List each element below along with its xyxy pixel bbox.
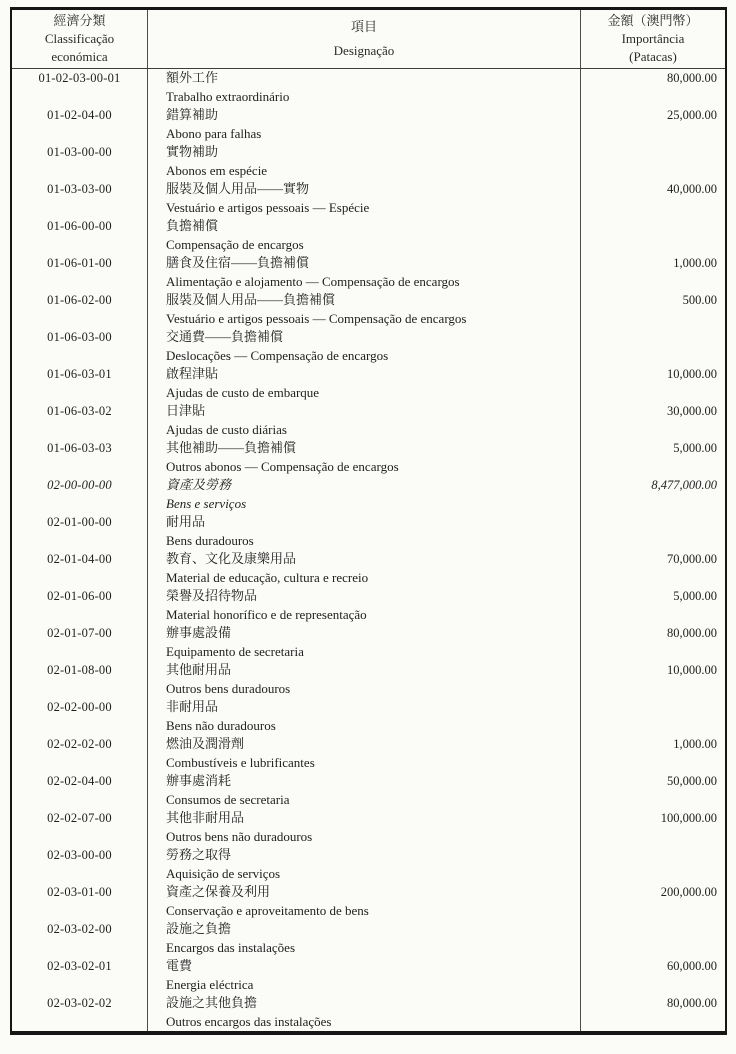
- table-row: [12, 365, 725, 402]
- row-amount: 80,000.00: [580, 994, 725, 1031]
- row-designation-pt: Bens duradouros: [166, 532, 254, 548]
- row-designation-zh: 榮譽及招待物品: [166, 588, 258, 603]
- table-row: [12, 698, 725, 735]
- table-row: [12, 143, 725, 180]
- row-designation-zh: 服裝及個人用品——負擔補償: [166, 292, 336, 307]
- row-amount: 1,000.00: [580, 254, 725, 291]
- row-designation-zh: 勞務之取得: [166, 847, 232, 862]
- row-designation: [147, 846, 580, 883]
- row-amount: [580, 698, 725, 735]
- header-col-designation: [147, 10, 580, 68]
- row-designation-zh: 交通費——負擔補償: [166, 329, 284, 344]
- row-designation-pt: Combustíveis e lubrificantes: [166, 754, 315, 770]
- row-designation: [147, 661, 580, 698]
- row-code: 01-06-01-00: [47, 256, 112, 270]
- row-designation-pt: Ajudas de custo diárias: [166, 421, 287, 437]
- row-designation-zh: 設施之負擔: [166, 921, 232, 936]
- row-amount: 100,000.00: [580, 809, 725, 846]
- row-amount: 80,000.00: [580, 624, 725, 661]
- row-designation-pt: Equipamento de secretaria: [166, 643, 304, 659]
- table-row: [12, 291, 725, 328]
- row-code: 02-01-07-00: [47, 626, 112, 640]
- table-row: [12, 254, 725, 291]
- table-row: [12, 476, 725, 513]
- header-classification-zh: 經濟分類: [53, 13, 106, 28]
- row-designation-pt: Aquisição de serviços: [166, 865, 281, 881]
- row-code: 02-03-01-00: [47, 885, 112, 899]
- row-designation-zh: 負擔補償: [166, 218, 219, 233]
- row-amount: 30,000.00: [580, 402, 725, 439]
- row-designation: [147, 513, 580, 550]
- row-designation: [147, 920, 580, 957]
- row-amount: 50,000.00: [580, 772, 725, 809]
- row-amount: 8,477,000.00: [580, 476, 725, 513]
- row-amount: [580, 328, 725, 365]
- row-code: 02-01-08-00: [47, 663, 112, 677]
- row-designation-zh: 非耐用品: [166, 699, 219, 714]
- row-code: 01-03-00-00: [47, 145, 112, 159]
- row-code: 02-02-07-00: [47, 811, 112, 825]
- table-row: [12, 624, 725, 661]
- table-row: [12, 550, 725, 587]
- row-code: 02-02-02-00: [47, 737, 112, 751]
- row-designation: [147, 365, 580, 402]
- row-designation-pt: Bens não duradouros: [166, 717, 276, 733]
- row-designation-zh: 資產及勞務: [166, 477, 232, 492]
- table-row: [12, 772, 725, 809]
- row-designation: [147, 550, 580, 587]
- table-row: [12, 957, 725, 994]
- table-row: [12, 846, 725, 883]
- row-code: 02-00-00-00: [47, 478, 112, 492]
- table-row: [12, 439, 725, 476]
- row-designation-pt: Material de educação, cultura e recreio: [166, 569, 369, 585]
- row-code: 01-03-03-00: [47, 182, 112, 196]
- table-body: [12, 69, 725, 1031]
- table-row: [12, 920, 725, 957]
- row-amount: [580, 513, 725, 550]
- row-amount: [580, 143, 725, 180]
- row-code: 01-06-00-00: [47, 219, 112, 233]
- row-designation-zh: 實物補助: [166, 144, 219, 159]
- row-designation-pt: Alimentação e alojamento — Compensação de encargos: [166, 273, 460, 289]
- row-designation-pt: Outros bens duradouros: [166, 680, 291, 696]
- row-designation-pt: Compensação de encargos: [166, 236, 304, 252]
- row-amount: 10,000.00: [580, 365, 725, 402]
- row-designation-pt: Encargos das instalações: [166, 939, 295, 955]
- row-designation-zh: 耐用品: [166, 514, 206, 529]
- row-code: 02-03-02-02: [47, 996, 112, 1010]
- row-designation: [147, 217, 580, 254]
- row-code: 02-03-02-00: [47, 922, 112, 936]
- row-amount: 70,000.00: [580, 550, 725, 587]
- header-amount-pt2: (Patacas): [629, 49, 677, 64]
- row-code: 01-06-03-00: [47, 330, 112, 344]
- row-code: 02-01-06-00: [47, 589, 112, 603]
- table-row: [12, 809, 725, 846]
- row-designation-zh: 教育、文化及康樂用品: [166, 551, 297, 566]
- row-designation-zh: 錯算補助: [166, 107, 219, 122]
- row-amount: 500.00: [580, 291, 725, 328]
- row-designation-pt: Consumos de secretaria: [166, 791, 290, 807]
- header-col-amount: [580, 10, 725, 68]
- row-amount: [580, 920, 725, 957]
- row-amount: 1,000.00: [580, 735, 725, 772]
- row-designation: [147, 698, 580, 735]
- row-designation: [147, 587, 580, 624]
- header-designation-zh: 項目: [350, 19, 377, 35]
- row-designation: [147, 402, 580, 439]
- row-amount: 60,000.00: [580, 957, 725, 994]
- row-designation-pt: Vestuário e artigos pessoais — Espécie: [166, 199, 370, 215]
- row-designation: [147, 143, 580, 180]
- row-designation-zh: 啟程津貼: [166, 366, 219, 381]
- header-col-classification: [12, 10, 147, 68]
- table-row: [12, 883, 725, 920]
- table-header: [12, 10, 725, 69]
- row-amount: 5,000.00: [580, 587, 725, 624]
- row-amount: [580, 217, 725, 254]
- table-row: [12, 69, 725, 106]
- table-row: [12, 735, 725, 772]
- row-designation-pt: Outros abonos — Compensação de encargos: [166, 458, 399, 474]
- row-amount: 40,000.00: [580, 180, 725, 217]
- row-designation-pt: Material honorífico e de representação: [166, 606, 367, 622]
- row-designation: [147, 439, 580, 476]
- table-row: [12, 661, 725, 698]
- row-designation: [147, 957, 580, 994]
- row-designation: [147, 291, 580, 328]
- row-code: 02-02-00-00: [47, 700, 112, 714]
- row-amount: 10,000.00: [580, 661, 725, 698]
- row-designation: [147, 994, 580, 1031]
- row-code: 02-03-00-00: [47, 848, 112, 862]
- row-designation: [147, 624, 580, 661]
- row-code: 01-06-03-03: [47, 441, 112, 455]
- row-amount: 5,000.00: [580, 439, 725, 476]
- row-code: 02-02-04-00: [47, 774, 112, 788]
- row-designation-zh: 額外工作: [166, 70, 219, 85]
- row-designation-zh: 膳食及住宿——負擔補償: [166, 255, 310, 270]
- row-designation-zh: 辦事處設備: [166, 625, 232, 640]
- header-classification-pt1: Classificação: [44, 31, 115, 46]
- table-row: [12, 217, 725, 254]
- table-row: [12, 513, 725, 550]
- row-code: 02-01-00-00: [47, 515, 112, 529]
- row-designation: [147, 254, 580, 291]
- table-row: [12, 106, 725, 143]
- row-designation-zh: 資產之保養及利用: [166, 884, 271, 899]
- row-designation-zh: 電費: [166, 958, 193, 973]
- row-amount: 25,000.00: [580, 106, 725, 143]
- row-amount: [580, 846, 725, 883]
- row-designation: [147, 328, 580, 365]
- table-row: [12, 180, 725, 217]
- row-code: 01-02-04-00: [47, 108, 112, 122]
- row-designation-pt: Outros bens não duradouros: [166, 828, 313, 844]
- row-code: 01-06-03-02: [47, 404, 112, 418]
- row-designation-zh: 其他補助——負擔補償: [166, 440, 297, 455]
- row-designation: [147, 69, 580, 106]
- row-code: 01-06-03-01: [47, 367, 112, 381]
- row-amount: 80,000.00: [580, 69, 725, 106]
- row-code: 02-03-02-01: [47, 959, 112, 973]
- row-code: 01-06-02-00: [47, 293, 112, 307]
- row-code: 02-01-04-00: [47, 552, 112, 566]
- row-designation-pt: Ajudas de custo de embarque: [166, 384, 320, 400]
- row-designation: [147, 476, 580, 513]
- row-designation-zh: 日津貼: [166, 403, 206, 418]
- row-designation-zh: 服裝及個人用品——實物: [166, 181, 310, 196]
- row-designation-zh: 辦事處消耗: [166, 773, 232, 788]
- row-designation-pt: Outros encargos das instalações: [166, 1013, 332, 1029]
- header-designation-pt: Designação: [333, 42, 395, 58]
- row-amount: 200,000.00: [580, 883, 725, 920]
- row-designation-zh: 其他非耐用品: [166, 810, 245, 825]
- row-designation: [147, 809, 580, 846]
- row-designation-pt: Trabalho extraordinário: [166, 88, 290, 104]
- row-code: 01-02-03-00-01: [38, 71, 121, 85]
- header-classification-pt2: económica: [51, 49, 108, 64]
- table-row: [12, 402, 725, 439]
- row-designation-zh: 其他耐用品: [166, 662, 232, 677]
- row-designation-pt: Vestuário e artigos pessoais — Compensação de encargos: [166, 310, 467, 326]
- row-designation-zh: 燃油及潤滑劑: [166, 736, 245, 751]
- table-row: [12, 994, 725, 1031]
- header-amount-pt1: Importância: [621, 31, 685, 46]
- header-amount-zh: 金額（澳門幣）: [607, 13, 699, 28]
- row-designation-pt: Abono para falhas: [166, 125, 262, 141]
- row-designation-pt: Abonos em espécie: [166, 162, 268, 178]
- row-designation: [147, 883, 580, 920]
- row-designation: [147, 106, 580, 143]
- table-row: [12, 328, 725, 365]
- row-designation: [147, 735, 580, 772]
- row-designation-zh: 設施之其他負擔: [166, 995, 258, 1010]
- row-designation-pt: Energia eléctrica: [166, 976, 254, 992]
- row-designation: [147, 772, 580, 809]
- budget-table: [10, 7, 727, 1035]
- row-designation-pt: Conservação e aproveitamento de bens: [166, 902, 369, 918]
- row-designation: [147, 180, 580, 217]
- row-designation-pt: Bens e serviços: [166, 495, 247, 511]
- row-designation-pt: Deslocações — Compensação de encargos: [166, 347, 389, 363]
- table-row: [12, 587, 725, 624]
